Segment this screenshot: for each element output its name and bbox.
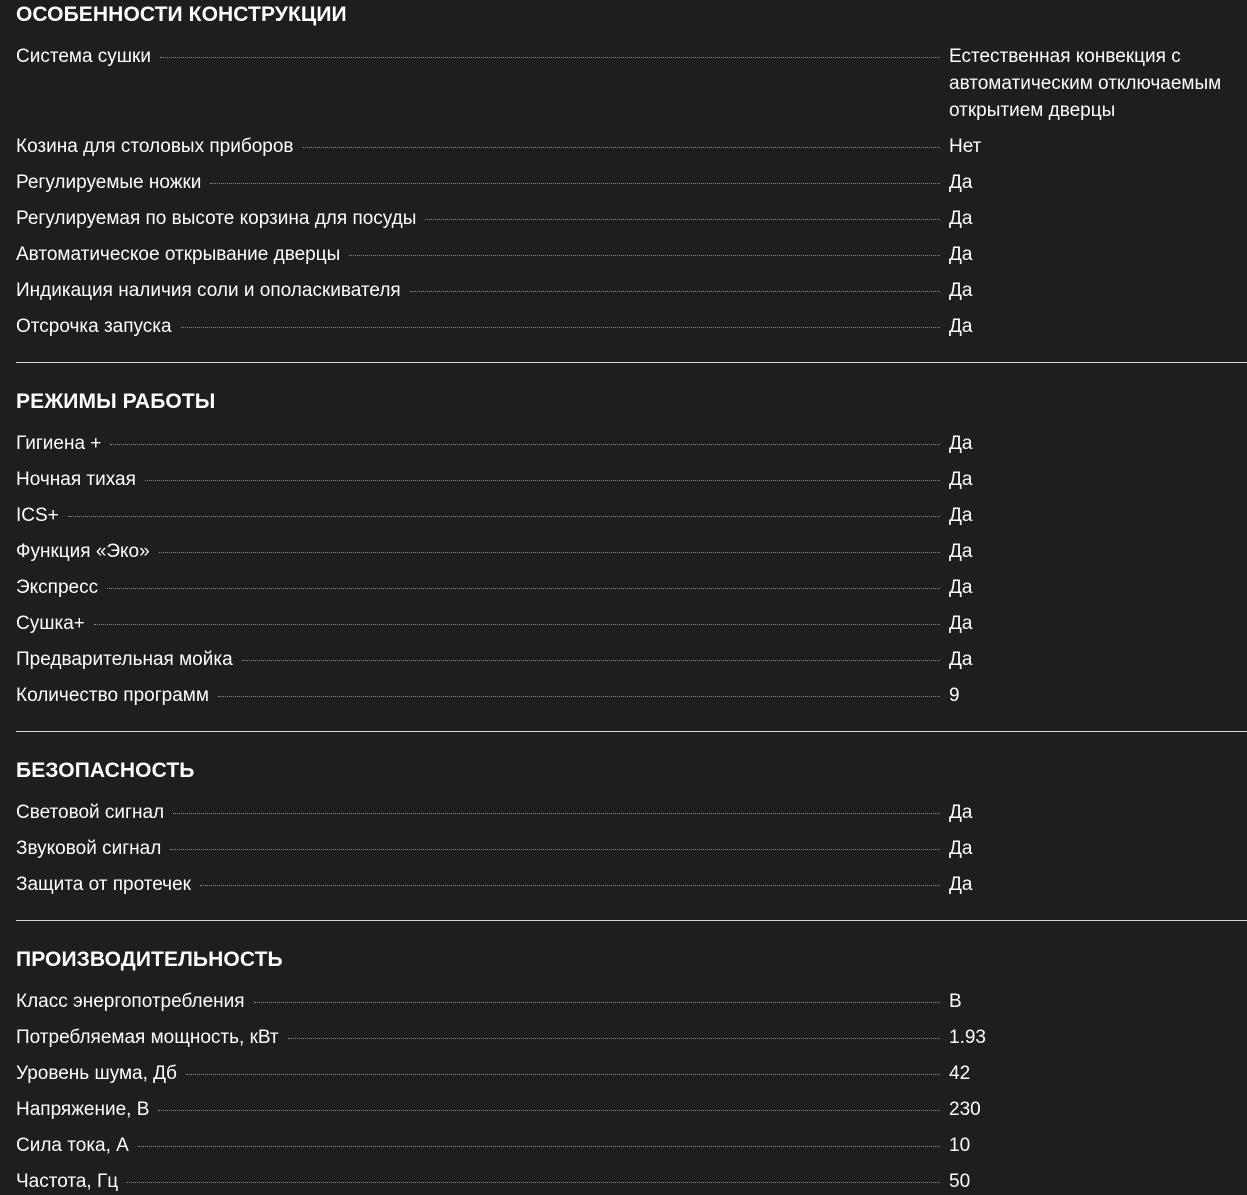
spec-value: Да: [949, 244, 973, 265]
section-construction-features: [16, 0, 1247, 340]
spec-row-frequency: [16, 1168, 1247, 1195]
dotted-leader: [254, 988, 940, 1003]
spec-value: 10: [949, 1135, 971, 1156]
spec-value: Да: [949, 802, 973, 823]
dotted-leader: [303, 133, 940, 148]
spec-label: Отсрочка запуска: [16, 316, 172, 337]
spec-label: Световой сигнал: [16, 802, 165, 823]
spec-label: Уровень шума, Дб: [16, 1063, 177, 1084]
dotted-leader: [138, 1132, 940, 1147]
spec-row-auto-door-opening: [16, 241, 1247, 268]
spec-label: Автоматическое открывание дверцы: [16, 244, 341, 265]
section-divider: [16, 362, 1247, 363]
spec-value: B: [949, 991, 962, 1012]
dotted-leader: [218, 682, 940, 697]
spec-label: Класс энергопотребления: [16, 991, 245, 1012]
section-divider: [16, 920, 1247, 921]
dotted-leader: [158, 1096, 940, 1111]
section-title: ОСОБЕННОСТИ КОНСТРУКЦИИ: [16, 3, 347, 26]
spec-row-express: [16, 574, 1247, 601]
spec-label: Регулируемые ножки: [16, 172, 202, 193]
spec-row-delay-start: [16, 313, 1247, 340]
section-safety: [16, 757, 1247, 898]
spec-row-voltage: [16, 1096, 1247, 1123]
spec-value: Да: [949, 838, 973, 859]
dotted-leader: [200, 871, 940, 886]
spec-value: 1.93: [949, 1027, 986, 1048]
spec-label: Предварительная мойка: [16, 649, 233, 670]
dotted-leader: [425, 205, 940, 220]
spec-row-adjustable-feet: [16, 169, 1247, 196]
spec-value: Да: [949, 505, 973, 526]
dotted-leader: [173, 799, 940, 814]
spec-label: Потребляемая мощность, кВт: [16, 1027, 279, 1048]
spec-value: 9: [949, 685, 960, 706]
spec-row-noise-level: [16, 1060, 1247, 1087]
spec-row-current: [16, 1132, 1247, 1159]
spec-row-height-adjustable-basket: [16, 205, 1247, 232]
spec-value: Да: [949, 316, 973, 337]
spec-label: Напряжение, В: [16, 1099, 150, 1120]
spec-value: Да: [949, 280, 973, 301]
dotted-leader: [68, 502, 940, 517]
section-title: БЕЗОПАСНОСТЬ: [16, 759, 195, 782]
dotted-leader: [94, 610, 940, 625]
spec-label: Количество программ: [16, 685, 209, 706]
dotted-leader: [349, 241, 940, 256]
dotted-leader: [410, 277, 940, 292]
dotted-leader: [145, 466, 940, 481]
spec-label: Частота, Гц: [16, 1171, 119, 1192]
dotted-leader: [242, 646, 940, 661]
spec-value: Да: [949, 541, 973, 562]
spec-row-leak-protection: [16, 871, 1247, 898]
spec-value: 230: [949, 1099, 981, 1120]
spec-row-power-consumption: [16, 1024, 1247, 1051]
spec-label: Гигиена +: [16, 433, 102, 454]
section-divider: [16, 731, 1247, 732]
spec-label: Козина для столовых приборов: [16, 136, 294, 157]
dotted-leader: [210, 169, 940, 184]
section-title: РЕЖИМЫ РАБОТЫ: [16, 390, 216, 413]
spec-row-cutlery-basket: [16, 133, 1247, 160]
spec-value: Да: [949, 874, 973, 895]
section-operating-modes: [16, 388, 1247, 709]
spec-value: Да: [949, 469, 973, 490]
spec-row-ics-plus: [16, 502, 1247, 529]
section-title: ПРОИЗВОДИТЕЛЬНОСТЬ: [16, 948, 283, 971]
spec-row-salt-rinse-indicator: [16, 277, 1247, 304]
spec-row-hygiene-plus: [16, 430, 1247, 457]
spec-row-sound-signal: [16, 835, 1247, 862]
spec-row-program-count: [16, 682, 1247, 709]
spec-value: Да: [949, 433, 973, 454]
spec-value: 50: [949, 1171, 971, 1192]
spec-label: Экспресс: [16, 577, 99, 598]
spec-label: Защита от протечек: [16, 874, 191, 895]
dotted-leader: [127, 1168, 940, 1183]
dotted-leader: [159, 538, 940, 553]
spec-label: Звуковой сигнал: [16, 838, 162, 859]
spec-row-energy-class: [16, 988, 1247, 1015]
dotted-leader: [288, 1024, 940, 1039]
spec-row-drying-plus: [16, 610, 1247, 637]
dotted-leader: [110, 430, 940, 445]
spec-value: Да: [949, 577, 973, 598]
spec-label: Сила тока, А: [16, 1135, 129, 1156]
dotted-leader: [160, 43, 940, 58]
spec-label: ICS+: [16, 505, 59, 526]
spec-value: Да: [949, 208, 973, 229]
dotted-leader: [170, 835, 940, 850]
spec-row-light-signal: [16, 799, 1247, 826]
spec-label: Регулируемая по высоте корзина для посуды: [16, 208, 417, 229]
section-performance: [16, 946, 1247, 1195]
spec-value: Да: [949, 172, 973, 193]
spec-value: Нет: [949, 136, 982, 157]
spec-row-eco-function: [16, 538, 1247, 565]
spec-row-drying-system: [16, 43, 1247, 124]
spec-label: Сушка+: [16, 613, 85, 634]
spec-value: Да: [949, 649, 973, 670]
spec-row-night-quiet: [16, 466, 1247, 493]
spec-label: Индикация наличия соли и ополаскивателя: [16, 280, 401, 301]
dotted-leader: [181, 313, 940, 328]
dotted-leader: [107, 574, 940, 589]
spec-label: Система сушки: [16, 46, 151, 67]
spec-value: Естественная конвекция с автоматическим отключаемым открытием дверцы: [949, 46, 1222, 121]
spec-label: Ночная тихая: [16, 469, 136, 490]
spec-value: Да: [949, 613, 973, 634]
specifications-list: [16, 0, 1247, 1195]
spec-value: 42: [949, 1063, 971, 1084]
dotted-leader: [186, 1060, 940, 1075]
spec-label: Функция «Эко»: [16, 541, 150, 562]
spec-row-prewash: [16, 646, 1247, 673]
